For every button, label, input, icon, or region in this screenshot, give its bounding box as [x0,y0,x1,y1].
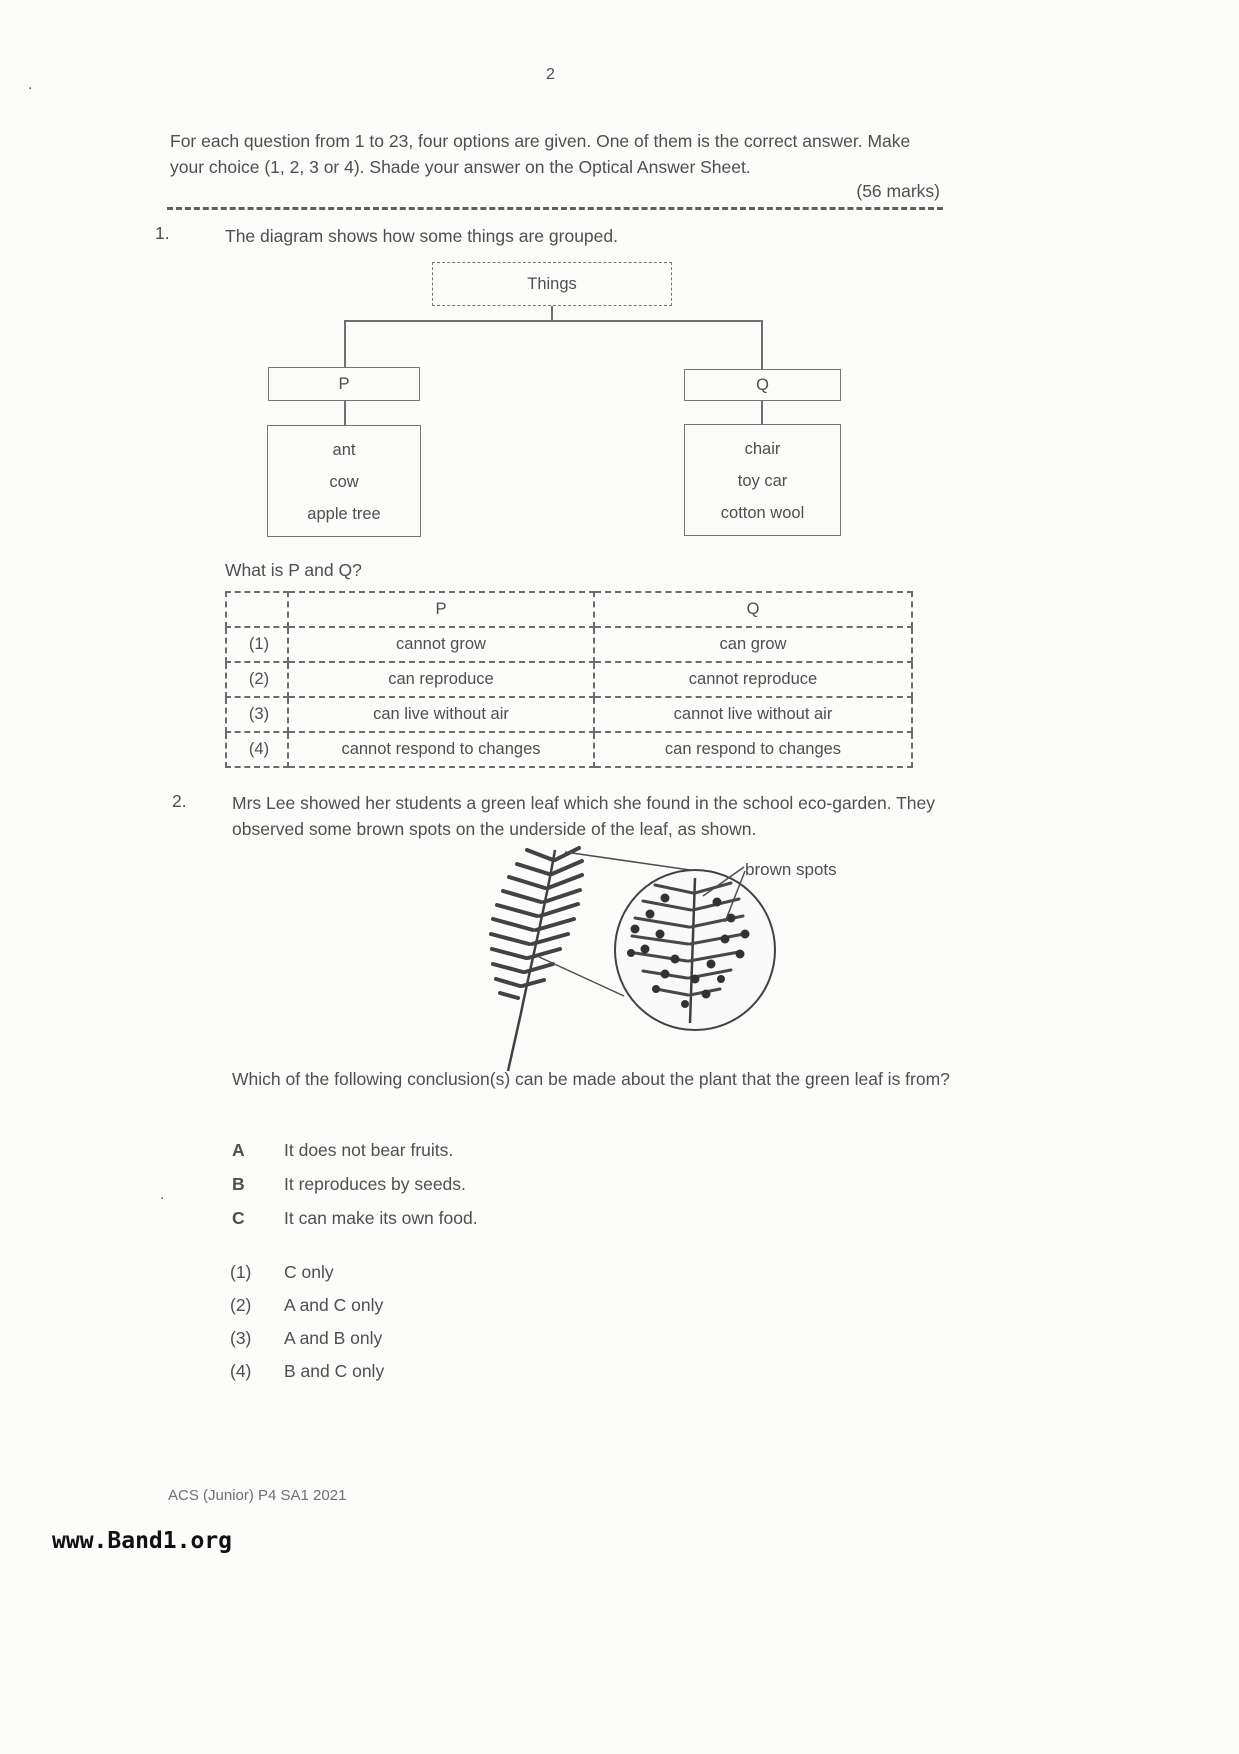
p-cell: can reproduce [288,662,594,697]
p-cell: cannot grow [288,627,594,662]
watermark-text: www.Band1.org [52,1528,233,1554]
statement-text: It can make its own food. [284,1208,478,1228]
p-cell: cannot respond to changes [288,732,594,767]
q1-grouping-diagram [230,255,890,550]
diagram-connector [344,401,346,425]
diagram-root-label: Things [527,274,577,293]
diagram-group-p-label: P [338,374,350,393]
statement-text: It does not bear fruits. [284,1140,454,1160]
statement-label: A [232,1140,245,1160]
statement-row [232,1174,478,1195]
q-cell: cannot live without air [594,697,912,732]
diagram-connector [551,306,553,321]
q-cell: can grow [594,627,912,662]
option-text: A and B only [284,1328,383,1348]
q-item: cotton wool [720,504,805,522]
table-header-p: P [288,592,594,627]
option-text: C only [284,1262,334,1282]
q2-statements [232,1140,478,1242]
option-number: (3) [226,697,288,732]
zoom-line [565,852,697,871]
diagram-connector [344,320,346,367]
option-label: (4) [230,1361,252,1381]
table-header-q: Q [594,592,912,627]
p-item: ant [332,441,356,459]
option-number: (2) [226,662,288,697]
option-number: (1) [226,627,288,662]
option-row [230,1262,384,1283]
option-label: (2) [230,1295,252,1315]
option-number: (4) [226,732,288,767]
option-row [230,1295,384,1316]
table-row [226,627,912,662]
p-item: apple tree [307,505,381,523]
section-divider [167,207,943,210]
q2-options [230,1262,384,1394]
footer-text: ACS (Junior) P4 SA1 2021 [168,1487,347,1504]
instructions-text: For each question from 1 to 23, four options are given. One of them is the correct answer. Make your choice (1, 2, 3 or 4). Shade your answer on the Optical Answer Sheet. [170,131,911,177]
option-row [230,1328,384,1349]
statement-row [232,1208,478,1229]
q1-question: What is P and Q? [225,560,362,580]
scan-speck: . [160,1186,165,1203]
table-header-row [226,592,912,627]
q2-question: Which of the following conclusion(s) can be made about the plant that the green leaf is from? [232,1069,950,1089]
scan-speck: . [28,76,33,93]
brown-spots-label: brown spots [745,860,837,879]
q1-options-table [225,591,913,768]
q-cell: can respond to changes [594,732,912,767]
diagram-root-box [432,262,672,306]
q1-stem: The diagram shows how some things are grouped. [225,226,618,246]
fern-pinnae-left [491,850,553,998]
diagram-connector [761,401,763,424]
table-header-blank [226,592,288,627]
diagram-group-q-label: Q [756,375,769,394]
p-cell: can live without air [288,697,594,732]
zoom-line [537,956,624,996]
statement-label: C [232,1208,245,1228]
diagram-connector [344,320,763,322]
table-row [226,662,912,697]
page-number: 2 [546,66,556,83]
option-row [230,1361,384,1382]
table-row [226,732,912,767]
marks-label: (56 marks) [856,181,940,201]
p-item: cow [329,473,359,491]
q2-stem: Mrs Lee showed her students a green leaf which she found in the school eco-garden. They observed some brown spots on the underside of the leaf, as shown. [232,793,936,839]
option-text: A and C only [284,1295,384,1315]
diagram-group-p-box [268,367,420,401]
diagram-q-items-box [684,424,841,536]
statement-text: It reproduces by seeds. [284,1174,466,1194]
option-label: (1) [230,1262,252,1282]
option-label: (3) [230,1328,252,1348]
q-item: chair [744,440,781,458]
diagram-connector [761,320,763,369]
diagram-p-items-box [267,425,421,537]
statement-label: B [232,1174,245,1194]
statement-row [232,1140,478,1161]
q2-number: 2. [172,791,187,811]
table-row [226,697,912,732]
q-cell: cannot reproduce [594,662,912,697]
option-text: B and C only [284,1361,385,1381]
q-item: toy car [737,472,788,490]
diagram-group-q-box [684,369,841,401]
q1-number: 1. [155,223,170,243]
